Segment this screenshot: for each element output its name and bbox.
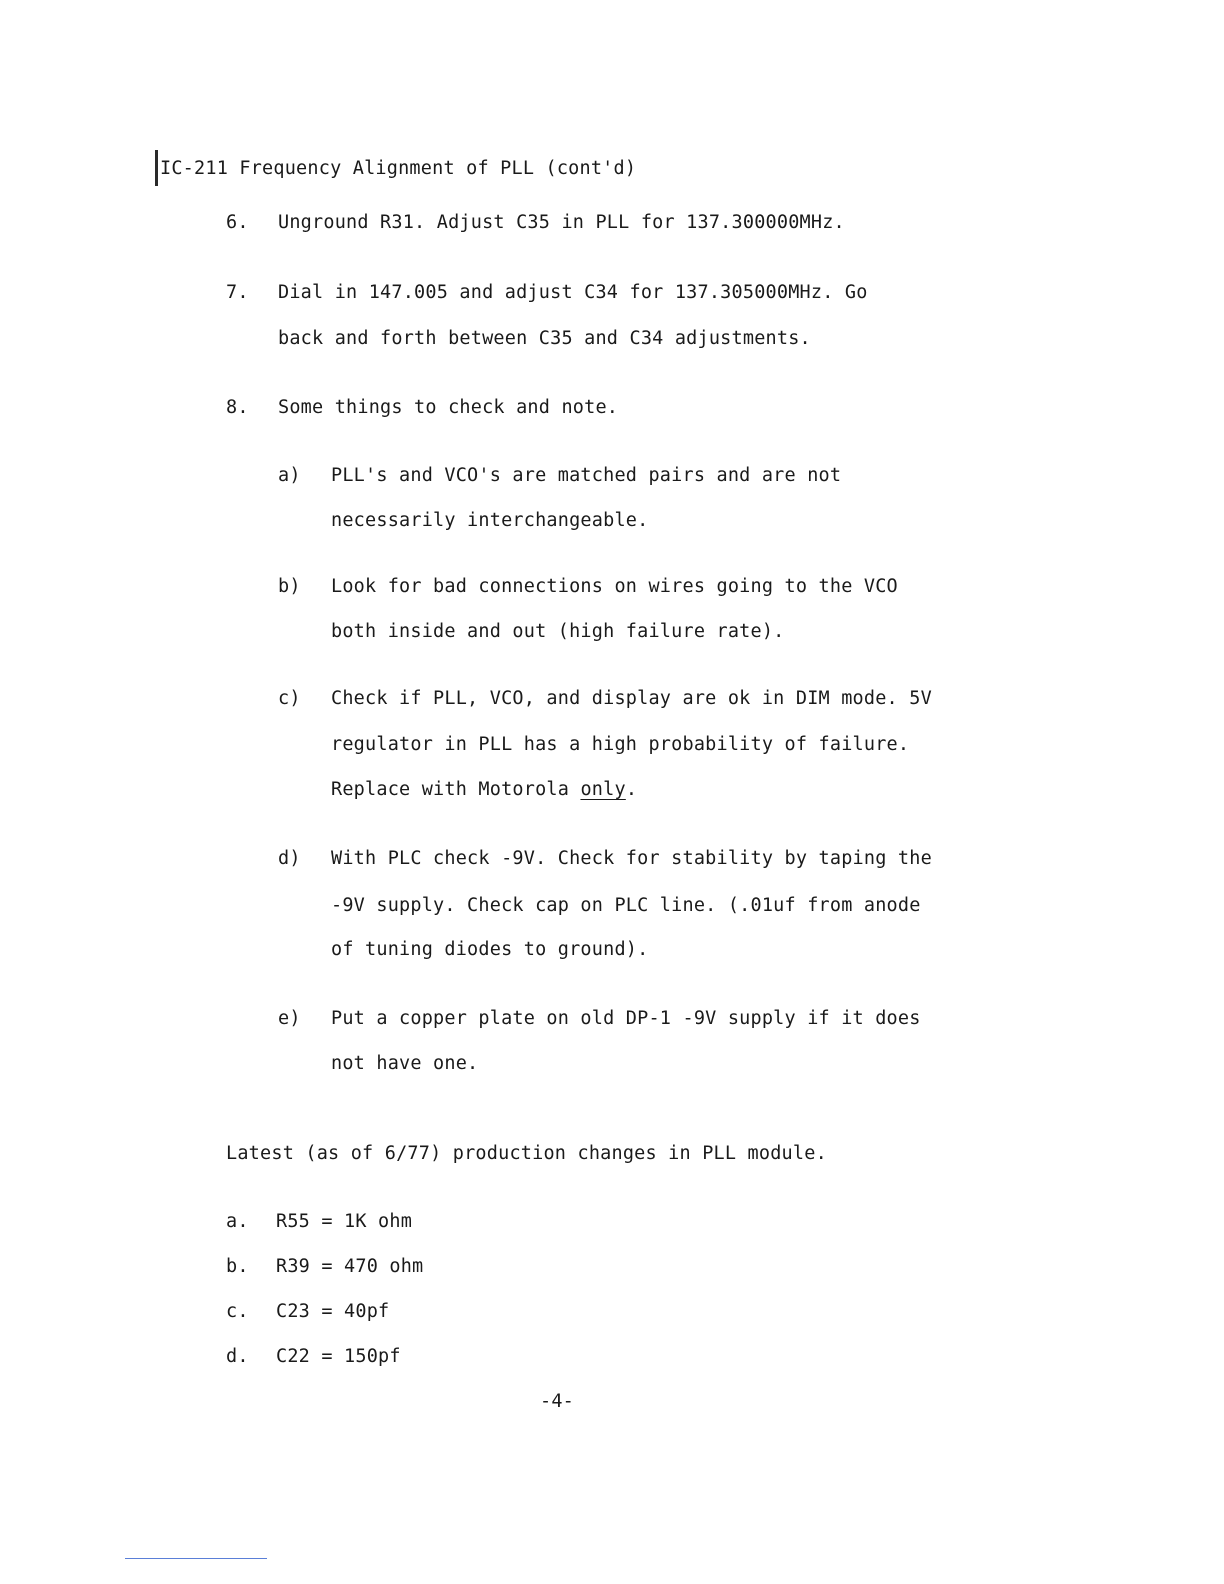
note-text: Replace with Motorola (331, 779, 570, 800)
note-text: Look for bad connections on wires going to the VCO (331, 576, 898, 597)
note-label: b) (278, 576, 301, 597)
emphasis-word: only (580, 779, 626, 800)
note-text: PLL's and VCO's are matched pairs and are not (331, 465, 842, 486)
changes-heading: Latest (as of 6/77) production changes in PLL module. (226, 1143, 827, 1164)
change-text: R39 = 470 ohm (276, 1256, 424, 1277)
step-number: 6. (226, 212, 249, 233)
note-text: necessarily interchangeable. (331, 510, 649, 531)
note-label: c) (278, 688, 301, 709)
page-title: IC-211 Frequency Alignment of PLL (cont'd) (160, 158, 637, 179)
change-label: a. (226, 1211, 249, 1232)
change-text: C22 = 150pf (276, 1346, 401, 1367)
step-text: back and forth between C35 and C34 adjustments. (278, 328, 811, 349)
note-text: not have one. (331, 1053, 479, 1074)
note-text: both inside and out (high failure rate). (331, 621, 785, 642)
page-number: -4- (540, 1391, 575, 1412)
change-text: C23 = 40pf (276, 1301, 390, 1322)
note-label: d) (278, 848, 301, 869)
note-text: of tuning diodes to ground). (331, 939, 649, 960)
scan-margin-mark (155, 150, 158, 186)
step-text: Dial in 147.005 and adjust C34 for 137.305000MHz. Go (278, 282, 868, 303)
change-label: c. (226, 1301, 249, 1322)
change-label: b. (226, 1256, 249, 1277)
note-text: regulator in PLL has a high probability of failure. (331, 734, 910, 755)
emphasis-suffix: . (625, 779, 638, 800)
note-text: Put a copper plate on old DP-1 -9V supply if it does (331, 1008, 921, 1029)
step-number: 7. (226, 282, 249, 303)
footer-rule (125, 1558, 267, 1559)
note-text: With PLC check -9V. Check for stability by taping the (331, 848, 932, 869)
step-number: 8. (226, 397, 249, 418)
step-text: Unground R31. Adjust C35 in PLL for 137.300000MHz. (278, 212, 845, 233)
change-label: d. (226, 1346, 249, 1367)
note-text: Check if PLL, VCO, and display are ok in DIM mode. 5V (331, 688, 932, 709)
note-label: a) (278, 465, 301, 486)
note-label: e) (278, 1008, 301, 1029)
change-text: R55 = 1K ohm (276, 1211, 413, 1232)
note-text: -9V supply. Check cap on PLC line. (.01uf from anode (331, 895, 921, 916)
note-text-line (331, 779, 637, 801)
step-text: Some things to check and note. (278, 397, 619, 418)
